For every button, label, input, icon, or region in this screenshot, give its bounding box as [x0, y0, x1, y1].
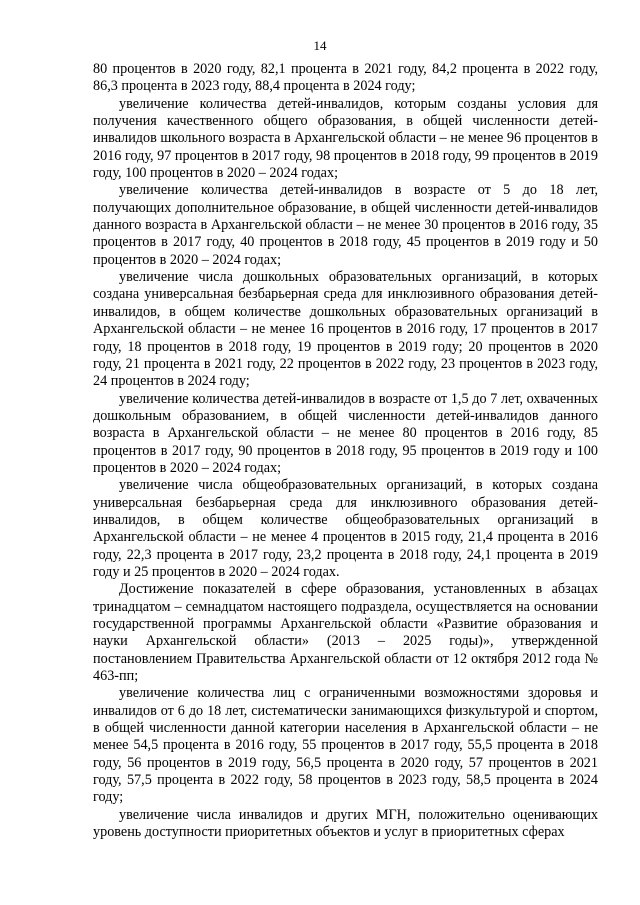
paragraph: Достижение показателей в сфере образования, установленных в абзацах тринадцатом – семнадцатом настоящего подраздела, осуществляется на основании государственной программы Архангельской области «Развитие образования и науки Архангельской области» (2013 – 2025 годы)», утвержденной постановлением Правительства Архангельской области от 12 октября 2012 года № 463-пп; — [93, 581, 598, 685]
paragraph: увеличение числа инвалидов и других МГН, положительно оценивающих уровень доступности приоритетных объектов и услуг в приоритетных сферах — [93, 806, 598, 841]
paragraph: увеличение числа общеобразовательных организаций, в которых создана универсальная безбарьерная среда для инклюзивного образования детей-инвалидов, в общем количестве общеобразовательных организаций в Архангельской области – не менее 4 процентов в 2015 году, 21,4 процента в 2016 году, 22,3 процента в 2017 году, 23,2 процента в 2018 году, 24,1 процента в 2019 году и 25 процентов в 2020 – 2024 годах. — [93, 477, 598, 580]
paragraph: увеличение количества детей-инвалидов в возрасте от 5 до 18 лет, получающих дополнительное образование, в общей численности детей-инвалидов данного возраста в Архангельской области – не менее 30 процентов в 2016 году, 35 процентов в 2017 году, 40 процентов в 2018 году, 45 процентов в 2019 году и 50 процентов в 2020 – 2024 годах; — [93, 182, 598, 268]
paragraph: увеличение числа дошкольных образовательных организаций, в которых создана универсальная безбарьерная среда для инклюзивного образования детей-инвалидов, в общем количестве дошкольных образовательных организаций в Архангельской области – не менее 16 процентов в 2016 году, 17 процентов в 2017 году, 18 процентов в 2018 году, 19 процентов в 2019 году; 20 процентов в 2020 году, 21 процента в 2021 году, 22 процентов в 2022 году, 23 процентов в 2023 году, 24 процентов в 2024 году; — [93, 269, 598, 390]
page-number: 14 — [313, 38, 327, 53]
paragraph: 80 процентов в 2020 году, 82,1 процента в 2021 году, 84,2 процента в 2022 году, 86,3 процента в 2023 году, 88,4 процента в 2024 году; — [93, 61, 598, 95]
paragraph: увеличение количества детей-инвалидов в возрасте от 1,5 до 7 лет, охваченных дошкольным образованием, в общей численности детей-инвалидов данного возраста в Архангельской области – не менее 80 процентов в 2016 году, 85 процентов в 2017 году, 90 процентов в 2018 году, 95 процентов в 2019 году и 100 процентов в 2020 – 2024 годах; — [93, 390, 598, 476]
paragraph: увеличение количества лиц с ограниченными возможностями здоровья и инвалидов от 6 до 18 лет, систематически занимающихся физкультурой и спортом, в общей численности данной категории населения в Архангельской области – не менее 54,5 процента в 2016 году, 55 процентов в 2017 году, 55,5 процента в 2018 году, 56 процентов в 2019 году, 56,5 процента в 2020 году, 57 процентов в 2021 году, 57,5 процента в 2022 году, 58 процентов в 2023 году, 58,5 процента в 2024 году; — [93, 685, 598, 806]
document-body — [93, 61, 598, 841]
paragraph: увеличение количества детей-инвалидов, которым созданы условия для получения качественного общего образования, в общей численности детей-инвалидов школьного возраста в Архангельской области – не менее 96 процентов в 2016 году, 97 процентов в 2017 году, 98 процентов в 2018 году, 99 процентов в 2019 году, 100 процентов в 2020 – 2024 годах; — [93, 95, 598, 182]
